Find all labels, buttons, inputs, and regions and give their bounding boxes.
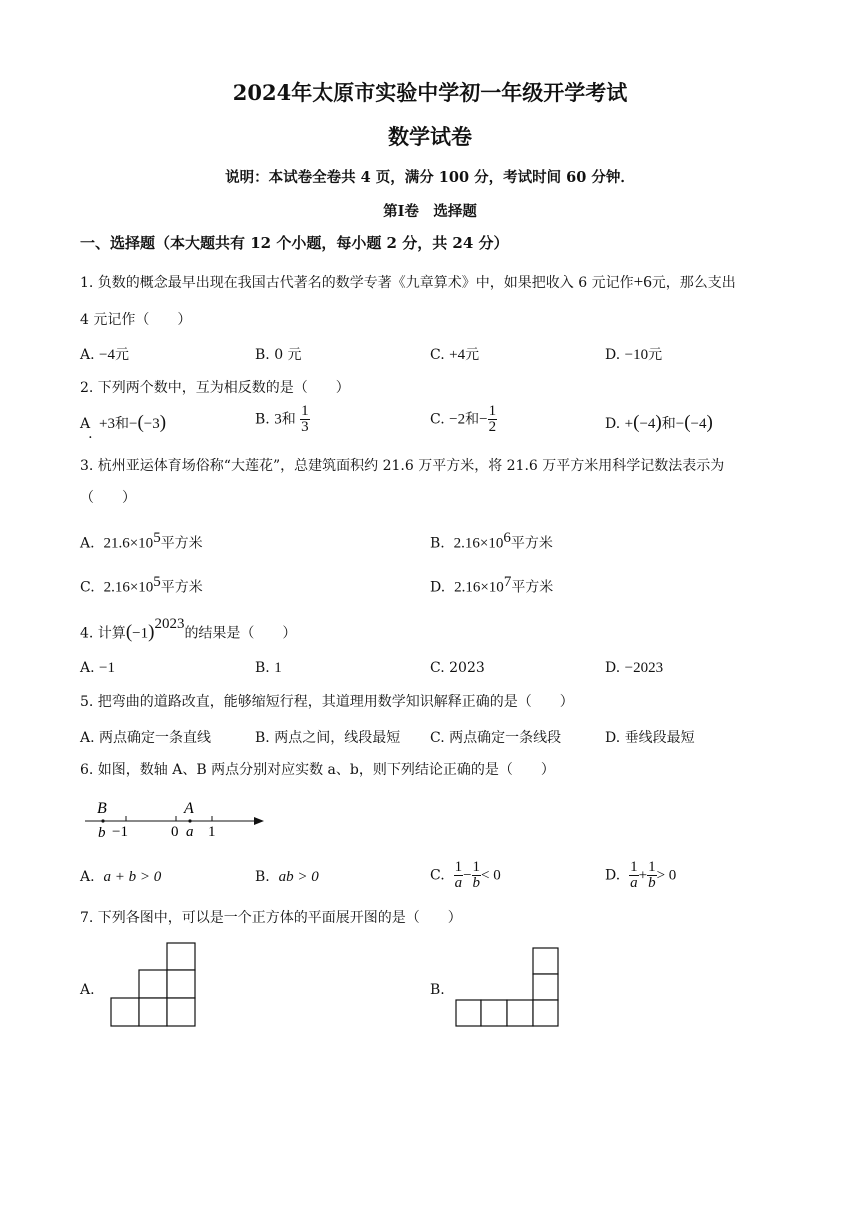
point-b-dot	[101, 819, 104, 822]
net-b-square	[456, 1000, 481, 1026]
exam-subtitle: 数学试卷	[388, 124, 472, 149]
q6-option-a[interactable]: A. a + b > 0	[80, 869, 162, 885]
net-a-square	[167, 998, 195, 1026]
q6-c-fraction-2: $\frac{1}{b}$	[472, 859, 481, 891]
q7-stem: 7. 下列各图中，可以是一个正方体的平面展开图的是（ ）	[80, 910, 462, 926]
net-b-square	[533, 948, 558, 974]
q2-b-fraction: $\frac{1}{3}$	[301, 403, 309, 435]
q7-option-a-net[interactable]	[108, 942, 200, 1030]
q6-option-d[interactable]: D. $\frac{1}{a}$ + $\frac{1}{b}$ > 0	[605, 859, 677, 891]
label-B: B	[97, 800, 107, 817]
net-b-square	[507, 1000, 533, 1026]
q5-option-c[interactable]: C. 两点确定一条线段	[430, 730, 562, 746]
q1-option-a[interactable]: A. −4元	[80, 347, 129, 363]
q7-option-b-label[interactable]: B.	[430, 982, 445, 998]
q4-option-a[interactable]: A. −1	[80, 660, 115, 676]
point-a-dot	[188, 819, 191, 822]
net-b-square	[533, 974, 558, 1000]
q3-option-a[interactable]: A. $21.6\times 10^5$平方米	[80, 530, 203, 552]
q6-option-c[interactable]: C. $\frac{1}{a}$ − $\frac{1}{b}$ < 0	[430, 859, 501, 891]
net-b-square	[533, 1000, 558, 1026]
number-line-figure	[80, 795, 280, 845]
q2-stem: 2. 下列两个数中，互为相反数的是（ ）	[80, 380, 350, 396]
q2-option-c[interactable]: C. −2和− $\frac{1}{2}$	[430, 403, 497, 435]
q3-option-c[interactable]: C. $2.16\times 10^5$平方米	[80, 574, 203, 596]
q2-option-d[interactable]: D. +(−4)和−(−4)	[605, 412, 713, 433]
q6-d-fraction-1: $\frac{1}{a}$	[630, 859, 638, 891]
q5-option-a[interactable]: A. 两点确定一条直线	[80, 730, 212, 746]
q2-c-fraction: $\frac{1}{2}$	[488, 403, 497, 435]
q1-stem-line2: 4 元记作（ ）	[80, 312, 192, 328]
q3-option-b[interactable]: B. $2.16\times 10^6$平方米	[430, 530, 553, 552]
q3-stem-line1: 3. 杭州亚运体育场俗称“大莲花”，总建筑面积约 21.6 万平方米，将 21.6 万平方米用科学记数法表示为	[80, 458, 725, 474]
q4-stem: 4. 计算$(-1)^{2023}$的结果是（ ）	[80, 616, 297, 643]
tick-label-one: 1	[208, 824, 216, 840]
net-a-square	[167, 970, 195, 998]
number-line-arrow	[254, 817, 264, 825]
q7-option-a-label[interactable]: A.	[80, 982, 95, 998]
q4-option-c[interactable]: C. 2023	[430, 660, 485, 676]
q6-c-fraction-1: $\frac{1}{a}$	[454, 859, 463, 891]
net-a-square	[139, 970, 167, 998]
q4-option-d[interactable]: D. −2023	[605, 660, 664, 676]
label-a: a	[186, 824, 194, 840]
q1-option-d[interactable]: D. −10元	[605, 347, 663, 363]
q4-option-b[interactable]: B. 1	[255, 660, 282, 676]
net-b-square	[481, 1000, 507, 1026]
net-a-square	[167, 943, 195, 970]
q6-d-fraction-2: $\frac{1}{b}$	[648, 859, 656, 891]
section-heading: 一、选择题（本大题共有 12 个小题，每小题 2 分，共 24 分）	[80, 234, 509, 252]
q2-option-b[interactable]: B. 3和 $\frac{1}{3}$	[255, 403, 309, 435]
net-a-square	[139, 998, 167, 1026]
net-a-square	[111, 998, 139, 1026]
q5-stem: 5. 把弯曲的道路改直，能够缩短行程，其道理用数学知识解释正确的是（ ）	[80, 694, 574, 710]
q1-option-b[interactable]: B. 0 元	[255, 347, 302, 363]
q3-stem-line2: （ ）	[80, 490, 136, 506]
q6-stem: 6. 如图，数轴 A、B 两点分别对应实数 a、b，则下列结论正确的是（ ）	[80, 762, 555, 778]
exam-note: 说明：本试卷全卷共 4 页，满分 100 分，考试时间 60 分钟．	[225, 169, 635, 186]
q7-option-b-net[interactable]	[453, 946, 563, 1030]
q1-option-c[interactable]: C. +4元	[430, 347, 480, 363]
label-A: A	[184, 800, 194, 817]
q5-option-d[interactable]: D. 垂线段最短	[605, 730, 695, 746]
q2-option-a[interactable]: A. +3和−(−3)	[80, 412, 167, 442]
q1-stem-line1: 1. 负数的概念最早出现在我国古代著名的数学专著《九章算术》中，如果把收入 6 元记作+6元，那么支出	[80, 272, 736, 291]
q5-option-b[interactable]: B. 两点之间，线段最短	[255, 730, 401, 746]
tick-label-zero: 0	[171, 824, 179, 840]
q3-option-d[interactable]: D. $2.16\times 10^7$平方米	[430, 574, 554, 596]
tick-label-minus-one: −1	[112, 824, 128, 840]
label-b: b	[98, 825, 106, 841]
q6-option-b[interactable]: B. ab > 0	[255, 869, 319, 885]
exam-title: 2024年太原市实验中学初一年级开学考试	[232, 80, 628, 105]
volume-heading: 第Ⅰ卷 选择题	[383, 203, 477, 220]
